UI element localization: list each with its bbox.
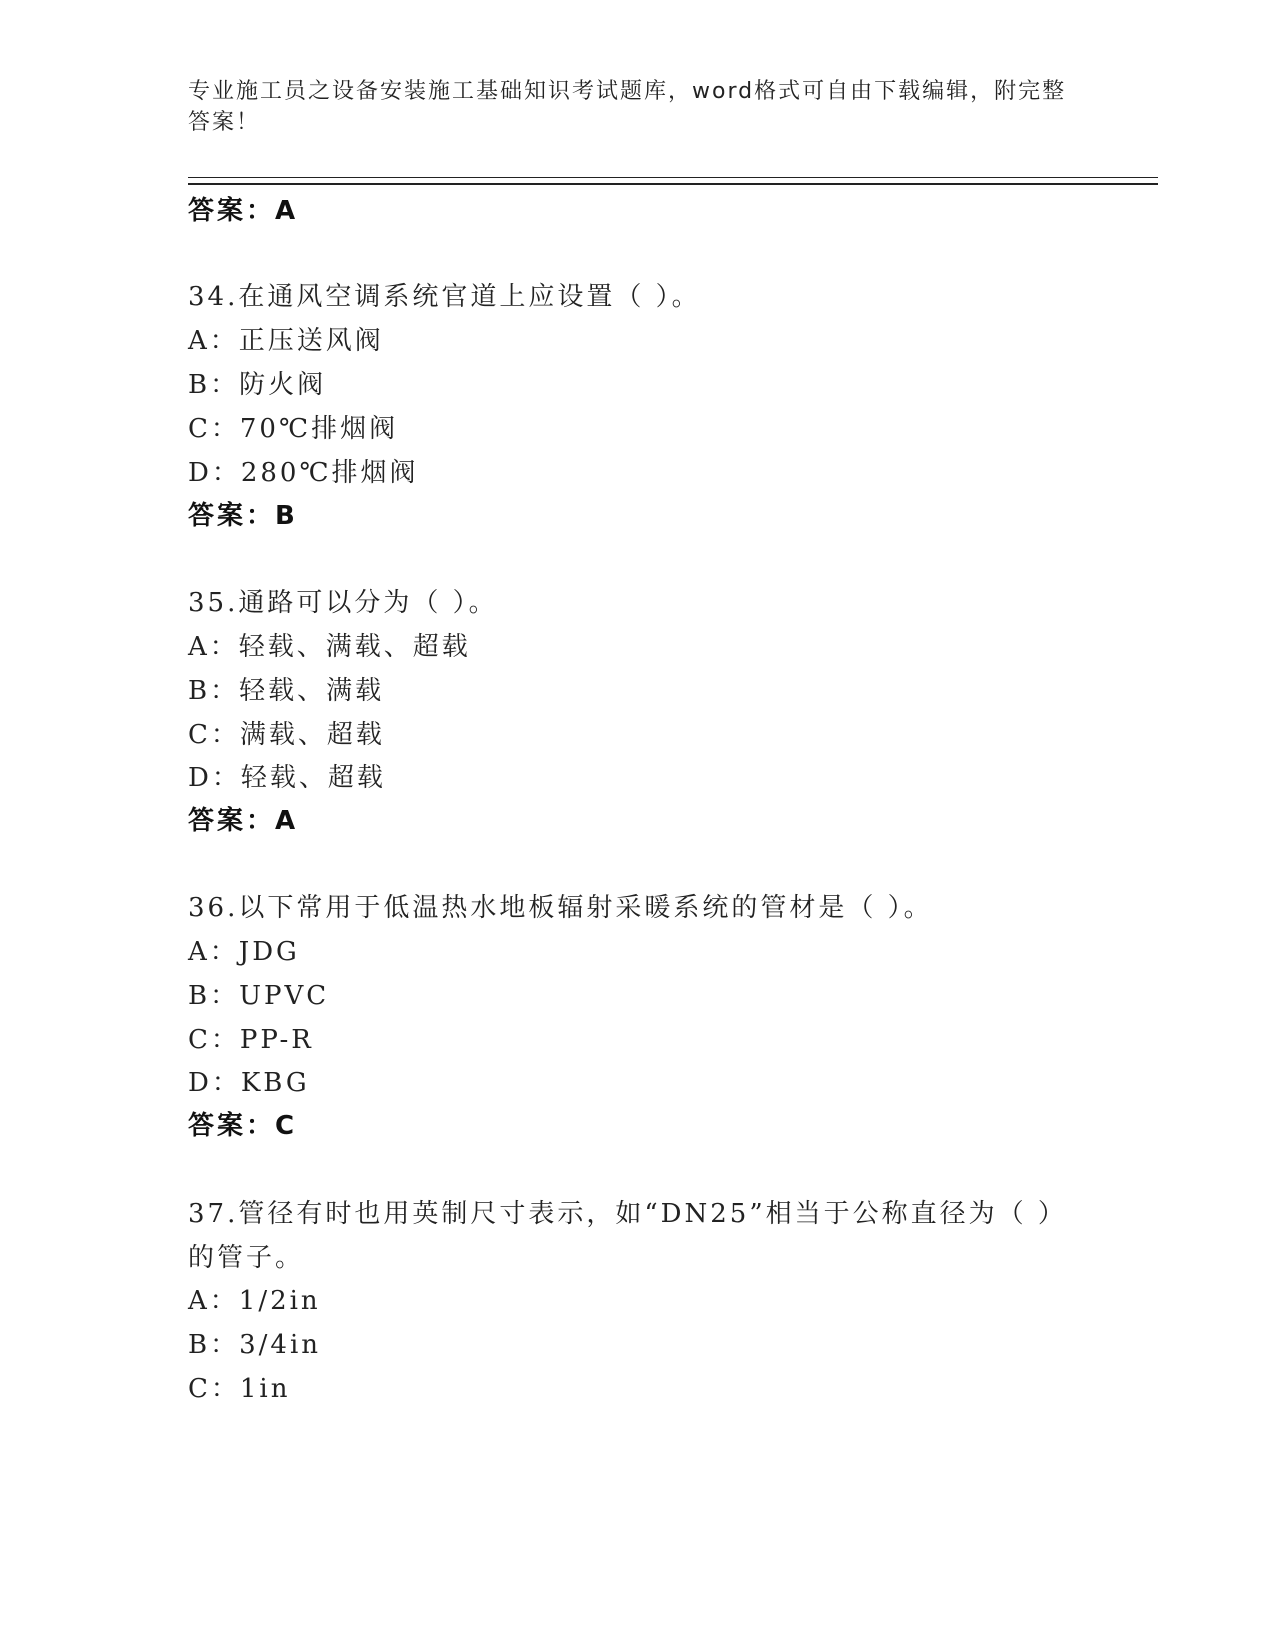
answer-34: 答案：B — [188, 501, 298, 531]
question-34-option-d: D：280℃排烟阀 — [188, 458, 419, 488]
question-35-option-b: B：轻载、满载 — [188, 676, 385, 706]
question-37-option-b: B：3/4in — [188, 1330, 322, 1360]
question-35-option-d: D：轻载、超载 — [188, 763, 386, 793]
question-35-option-c: C：满载、超载 — [188, 720, 385, 750]
question-36-option-a: A：JDG — [188, 937, 300, 967]
question-34-title: 34.在通风空调系统官道上应设置（ ）。 — [188, 282, 701, 312]
question-36-option-d: D：KBG — [188, 1068, 310, 1098]
question-37-option-c: C：1in — [188, 1374, 291, 1404]
answer-prev: 答案：A — [188, 196, 299, 226]
question-36-option-b: B：UPVC — [188, 981, 330, 1011]
question-36-option-c: C：PP-R — [188, 1025, 314, 1055]
answer-36: 答案：C — [188, 1111, 298, 1141]
answer-35: 答案：A — [188, 806, 299, 836]
question-34-option-b: B：防火阀 — [188, 370, 327, 400]
question-35-option-a: A：轻载、满载、超载 — [188, 632, 471, 662]
question-35-title: 35.通路可以分为（ ）。 — [188, 588, 498, 618]
header-divider-top — [188, 177, 1158, 178]
document-header: 专业施工员之设备安装施工基础知识考试题库，word格式可自由下载编辑，附完整答案！ — [188, 79, 1067, 135]
header-divider-bottom — [188, 183, 1158, 185]
question-34-option-a: A：正压送风阀 — [188, 326, 384, 356]
question-36-title: 36.以下常用于低温热水地板辐射采暖系统的管材是（ ）。 — [188, 893, 933, 923]
question-34-option-c: C：70℃排烟阀 — [188, 414, 399, 444]
question-37-option-a: A：1/2in — [188, 1286, 321, 1316]
question-37-title: 37.管径有时也用英制尺寸表示，如“DN25”相当于公称直径为（ ）的管子。 — [188, 1199, 1067, 1273]
